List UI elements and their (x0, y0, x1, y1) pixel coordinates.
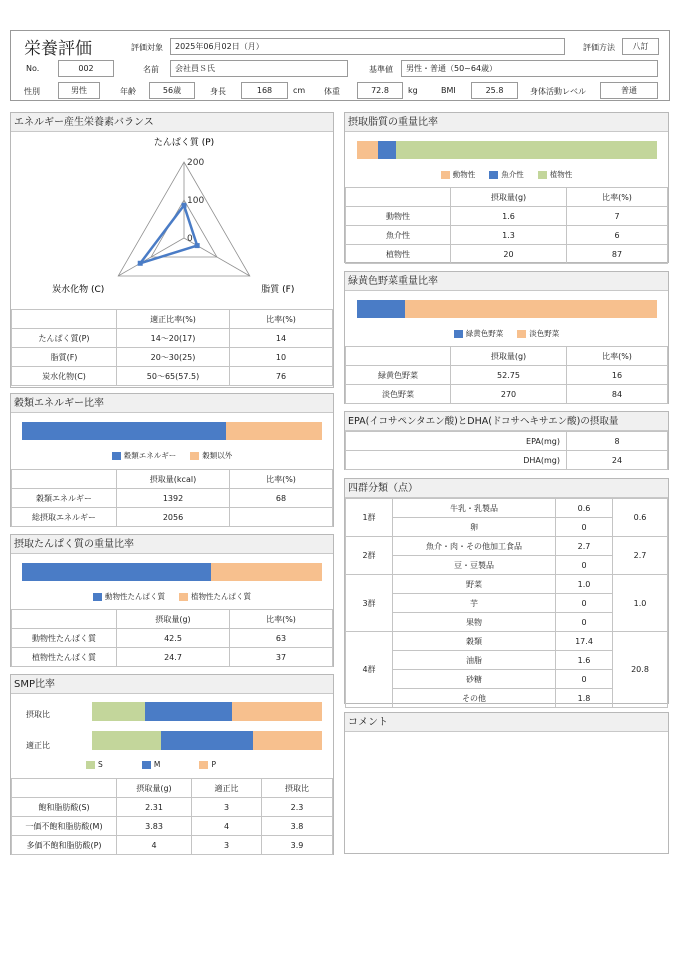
pfc-table (11, 309, 333, 386)
grain-row-ratio (230, 508, 333, 527)
table-row (12, 798, 333, 817)
pfc-row-range: 50～65(57.5) (117, 367, 230, 386)
table-row (12, 648, 333, 667)
grain-row-amount: 2056 (117, 508, 230, 527)
pfc-header-ratio: 比率(%) (230, 310, 333, 329)
fat-row-amount: 1.6 (451, 207, 567, 226)
group-item-name: 豆・豆製品 (393, 556, 556, 575)
table-row (346, 245, 668, 264)
target-label: 評価対象 (131, 43, 163, 52)
grain-section (10, 393, 334, 527)
pfc-row-range: 14～20(17) (117, 329, 230, 348)
group-total: 0.6 (613, 499, 668, 537)
group-item-name: 魚介・肉・その他加工食品 (393, 537, 556, 556)
smp-row-name: 飽和脂肪酸(S) (12, 798, 117, 817)
legend-label: 穀類以外 (202, 451, 233, 460)
table-row (12, 629, 333, 648)
fat-bar-segment-fish (378, 141, 396, 159)
veg-bar-segment-green (357, 300, 405, 318)
smp-ideal-segment-s (92, 731, 161, 750)
radar-tick-label: 0 (187, 234, 193, 244)
radar-point (195, 243, 200, 248)
name-label: 名前 (143, 65, 159, 74)
height-unit: cm (293, 86, 306, 95)
protein-header-amount: 摂取量(g) (117, 610, 230, 629)
smp-header-amount: 摂取量(g) (117, 779, 192, 798)
smp-header-empty (12, 779, 117, 798)
legend-swatch-green (538, 171, 547, 179)
fat-legend (345, 169, 668, 180)
table-row (346, 385, 668, 404)
group-name: 2群 (346, 537, 393, 575)
grain-table (11, 469, 333, 527)
protein-row-ratio: 63 (230, 629, 333, 648)
name-field[interactable]: 会社員Ｓ氏 (170, 60, 348, 77)
radar-axis-label-f: 脂質 (F) (261, 285, 295, 295)
table-row (346, 226, 668, 245)
legend-swatch-blue (454, 330, 463, 338)
legend-swatch-orange (190, 452, 199, 460)
table-row (12, 348, 333, 367)
veg-row-ratio: 84 (567, 385, 668, 404)
pfc-row-ratio: 14 (230, 329, 333, 348)
weight-field[interactable]: 72.8 (357, 82, 403, 99)
table-row (346, 207, 668, 226)
group-total: 20.8 (613, 632, 668, 708)
protein-row-amount: 24.7 (117, 648, 230, 667)
smp-header-ideal: 適正比 (192, 779, 262, 798)
protein-legend (11, 591, 333, 602)
veg-row-amount: 270 (451, 385, 567, 404)
grain-row-amount: 1392 (117, 489, 230, 508)
group-item-value: 0 (556, 613, 613, 632)
smp-table (11, 778, 333, 855)
comment-text-area[interactable] (345, 733, 668, 853)
group-name: 3群 (346, 575, 393, 632)
pfc-radar-chart (11, 133, 333, 323)
legend-label: P (211, 760, 216, 769)
legend-label: 動物性たんぱく質 (105, 592, 165, 601)
veg-title: 緑黄色野菜重量比率 (345, 272, 668, 291)
legend-label: 緑黄色野菜 (465, 329, 504, 338)
group-item-value: 0 (556, 594, 613, 613)
veg-row-amount: 52.75 (451, 366, 567, 385)
radar-point (182, 203, 187, 208)
standard-label: 基準値 (369, 65, 393, 74)
table-row (346, 366, 668, 385)
bmi-label: BMI (441, 86, 456, 95)
comment-title: コメント (345, 713, 668, 732)
group-item-name: 牛乳・乳製品 (393, 499, 556, 518)
fat-bar-segment-plant (396, 141, 657, 159)
table-row (12, 367, 333, 386)
pfc-row-ratio: 10 (230, 348, 333, 367)
protein-row-amount: 42.5 (117, 629, 230, 648)
target-date-field[interactable]: 2025年06月02日（月） (170, 38, 565, 55)
smp-intake-segment-s (92, 702, 145, 721)
group-item-name: 芋 (393, 594, 556, 613)
protein-header-ratio: 比率(%) (230, 610, 333, 629)
radar-axis-label-c: 炭水化物 (C) (52, 285, 105, 295)
legend-swatch-blue (489, 171, 498, 179)
table-row (12, 329, 333, 348)
legend-label: S (98, 760, 103, 769)
four-group-table (345, 498, 668, 708)
group-item-name: 穀類 (393, 632, 556, 651)
epa-row-value: 8 (567, 432, 668, 451)
smp-header-intake: 摂取比 (262, 779, 333, 798)
method-field[interactable]: 八訂 (622, 38, 659, 55)
smp-row-intake: 3.9 (262, 836, 333, 855)
veg-section (344, 271, 669, 404)
protein-row-name: 動物性たんぱく質 (12, 629, 117, 648)
grain-row-ratio: 68 (230, 489, 333, 508)
method-label: 評価方法 (583, 43, 615, 52)
fat-row-amount: 1.3 (451, 226, 567, 245)
group-item-name: 油脂 (393, 651, 556, 670)
grain-header-empty (12, 470, 117, 489)
protein-row-name: 植物性たんぱく質 (12, 648, 117, 667)
pfc-title: エネルギー産生栄養素バランス (11, 113, 333, 132)
fat-row-ratio: 87 (567, 245, 668, 264)
pfc-row-range: 20～30(25) (117, 348, 230, 367)
grain-legend (11, 450, 333, 461)
smp-row-ideal: 3 (192, 798, 262, 817)
legend-label: 穀類エネルギー (123, 451, 177, 460)
dha-row-value: 24 (567, 451, 668, 470)
table-row (346, 632, 668, 651)
group-item-value: 0 (556, 670, 613, 689)
fat-row-name: 植物性 (346, 245, 451, 264)
pfc-row-name: 脂質(F) (12, 348, 117, 367)
group-total: 2.7 (613, 537, 668, 575)
smp-row-ideal: 3 (192, 836, 262, 855)
veg-bar-segment-light (405, 300, 657, 318)
group-item-value: 1.0 (556, 575, 613, 594)
group-name: 4群 (346, 632, 393, 708)
protein-header-empty (12, 610, 117, 629)
pfc-row-name: たんぱく質(P) (12, 329, 117, 348)
veg-table (345, 346, 668, 404)
pfc-row-name: 炭水化物(C) (12, 367, 117, 386)
four-group-section (344, 478, 669, 704)
fat-section (344, 112, 669, 263)
group-item-value: 0 (556, 518, 613, 537)
pfc-header-range: 適正比率(%) (117, 310, 230, 329)
smp-title: SMP比率 (11, 675, 333, 694)
group-item-value: 1.8 (556, 689, 613, 708)
legend-swatch-blue (142, 761, 151, 769)
legend-swatch-orange (517, 330, 526, 338)
veg-row-name: 淡色野菜 (346, 385, 451, 404)
grain-bar (22, 422, 322, 440)
veg-legend (345, 328, 668, 339)
table-row (346, 432, 668, 451)
sex-label: 性別 (24, 87, 40, 96)
radar-tick-label: 200 (187, 158, 205, 168)
grain-bar-segment-other (226, 422, 322, 440)
no-field[interactable]: 002 (58, 60, 114, 77)
fat-header-amount: 摂取量(g) (451, 188, 567, 207)
group-item-value: 17.4 (556, 632, 613, 651)
group-item-value: 0 (556, 556, 613, 575)
group-item-name: その他 (393, 689, 556, 708)
epa-row-name: EPA(mg) (346, 432, 567, 451)
grain-row-name: 穀類エネルギー (12, 489, 117, 508)
fat-bar (357, 141, 657, 159)
legend-label: M (153, 760, 161, 769)
veg-header-empty (346, 347, 451, 366)
veg-header-ratio: 比率(%) (567, 347, 668, 366)
radar-tick-label: 100 (187, 196, 205, 206)
protein-section (10, 534, 334, 667)
group-item-name: 砂糖 (393, 670, 556, 689)
pfc-section (10, 112, 334, 388)
radar-axis-label-p: たんぱく質 (P) (153, 138, 215, 148)
bmi-field[interactable]: 25.8 (471, 82, 518, 99)
smp-ideal-segment-m (161, 731, 253, 750)
weight-label: 体重 (324, 87, 340, 96)
legend-swatch-green (86, 761, 95, 769)
legend-label: 魚介性 (501, 170, 524, 179)
fat-row-ratio: 6 (567, 226, 668, 245)
group-item-name: 野菜 (393, 575, 556, 594)
activity-field[interactable]: 普通 (600, 82, 658, 99)
fat-row-name: 魚介性 (346, 226, 451, 245)
fat-header-empty (346, 188, 451, 207)
protein-table (11, 609, 333, 667)
table-row (12, 836, 333, 855)
legend-swatch-blue (112, 452, 121, 460)
veg-bar (357, 300, 657, 318)
table-row (12, 817, 333, 836)
smp-row-amount: 2.31 (117, 798, 192, 817)
height-field[interactable]: 168 (241, 82, 288, 99)
grain-bar-segment-grain (22, 422, 226, 440)
table-row (346, 575, 668, 594)
legend-swatch-orange (199, 761, 208, 769)
grain-header-amount: 摂取量(kcal) (117, 470, 230, 489)
pfc-header-empty (12, 310, 117, 329)
protein-row-ratio: 37 (230, 648, 333, 667)
group-item-value: 2.7 (556, 537, 613, 556)
smp-row-ideal: 4 (192, 817, 262, 836)
dha-row-name: DHA(mg) (346, 451, 567, 470)
page-title: 栄養評価 (24, 39, 92, 59)
smp-intake-bar (92, 702, 322, 721)
legend-swatch-orange (441, 171, 450, 179)
table-row (346, 499, 668, 518)
veg-header-amount: 摂取量(g) (451, 347, 567, 366)
smp-row-name: 多価不飽和脂肪酸(P) (12, 836, 117, 855)
group-item-name: 果物 (393, 613, 556, 632)
smp-row-intake: 2.3 (262, 798, 333, 817)
legend-label: 植物性たんぱく質 (191, 592, 251, 601)
smp-row-amount: 4 (117, 836, 192, 855)
group-item-value: 0.6 (556, 499, 613, 518)
activity-label: 身体活動レベル (530, 87, 586, 96)
smp-intake-segment-p (232, 702, 322, 721)
fat-table (345, 187, 668, 264)
table-row (346, 537, 668, 556)
smp-ideal-bar (92, 731, 322, 750)
smp-ideal-label: 適正比 (26, 741, 50, 750)
table-row (346, 451, 668, 470)
legend-label: 動物性 (452, 170, 476, 179)
smp-legend (86, 760, 216, 769)
pfc-row-ratio: 76 (230, 367, 333, 386)
height-label: 身長 (210, 87, 226, 96)
age-field[interactable]: 56歳 (149, 82, 195, 99)
protein-bar (22, 563, 322, 581)
table-row (12, 489, 333, 508)
veg-row-name: 緑黄色野菜 (346, 366, 451, 385)
smp-intake-label: 摂取比 (26, 710, 50, 719)
legend-label: 淡色野菜 (529, 329, 560, 338)
protein-bar-segment-plant (211, 563, 322, 581)
epa-title: EPA(イコサペンタエン酸)とDHA(ドコサヘキサエン酸)の摂取量 (345, 412, 668, 431)
fat-title: 摂取脂質の重量比率 (345, 113, 668, 132)
veg-row-ratio: 16 (567, 366, 668, 385)
legend-swatch-orange (179, 593, 188, 601)
legend-label: 植物性 (549, 170, 573, 179)
smp-row-intake: 3.8 (262, 817, 333, 836)
age-label: 年齢 (120, 87, 136, 96)
four-group-title: 四群分類（点） (345, 479, 668, 498)
legend-swatch-blue (93, 593, 102, 601)
protein-bar-segment-animal (22, 563, 211, 581)
group-item-value: 1.6 (556, 651, 613, 670)
sex-field[interactable]: 男性 (58, 82, 100, 99)
grain-row-name: 総摂取エネルギー (12, 508, 117, 527)
radar-point (138, 261, 143, 266)
epa-table (345, 431, 668, 470)
group-item-name: 卵 (393, 518, 556, 537)
smp-intake-segment-m (145, 702, 232, 721)
smp-ideal-segment-p (253, 731, 322, 750)
group-name: 1群 (346, 499, 393, 537)
table-row (12, 508, 333, 527)
smp-row-amount: 3.83 (117, 817, 192, 836)
group-total: 1.0 (613, 575, 668, 632)
no-label: No. (26, 64, 40, 73)
fat-row-name: 動物性 (346, 207, 451, 226)
epa-section (344, 411, 669, 470)
fat-bar-segment-animal (357, 141, 378, 159)
grain-title: 穀類エネルギー比率 (11, 394, 333, 413)
protein-title: 摂取たんぱく質の重量比率 (11, 535, 333, 554)
fat-header-ratio: 比率(%) (567, 188, 668, 207)
smp-row-name: 一価不飽和脂肪酸(M) (12, 817, 117, 836)
weight-unit: kg (408, 86, 418, 95)
fat-row-ratio: 7 (567, 207, 668, 226)
fat-row-amount: 20 (451, 245, 567, 264)
standard-field[interactable]: 男性・普通（50~64歳） (401, 60, 658, 77)
smp-section (10, 674, 334, 855)
grain-header-ratio: 比率(%) (230, 470, 333, 489)
comment-section (344, 712, 669, 854)
